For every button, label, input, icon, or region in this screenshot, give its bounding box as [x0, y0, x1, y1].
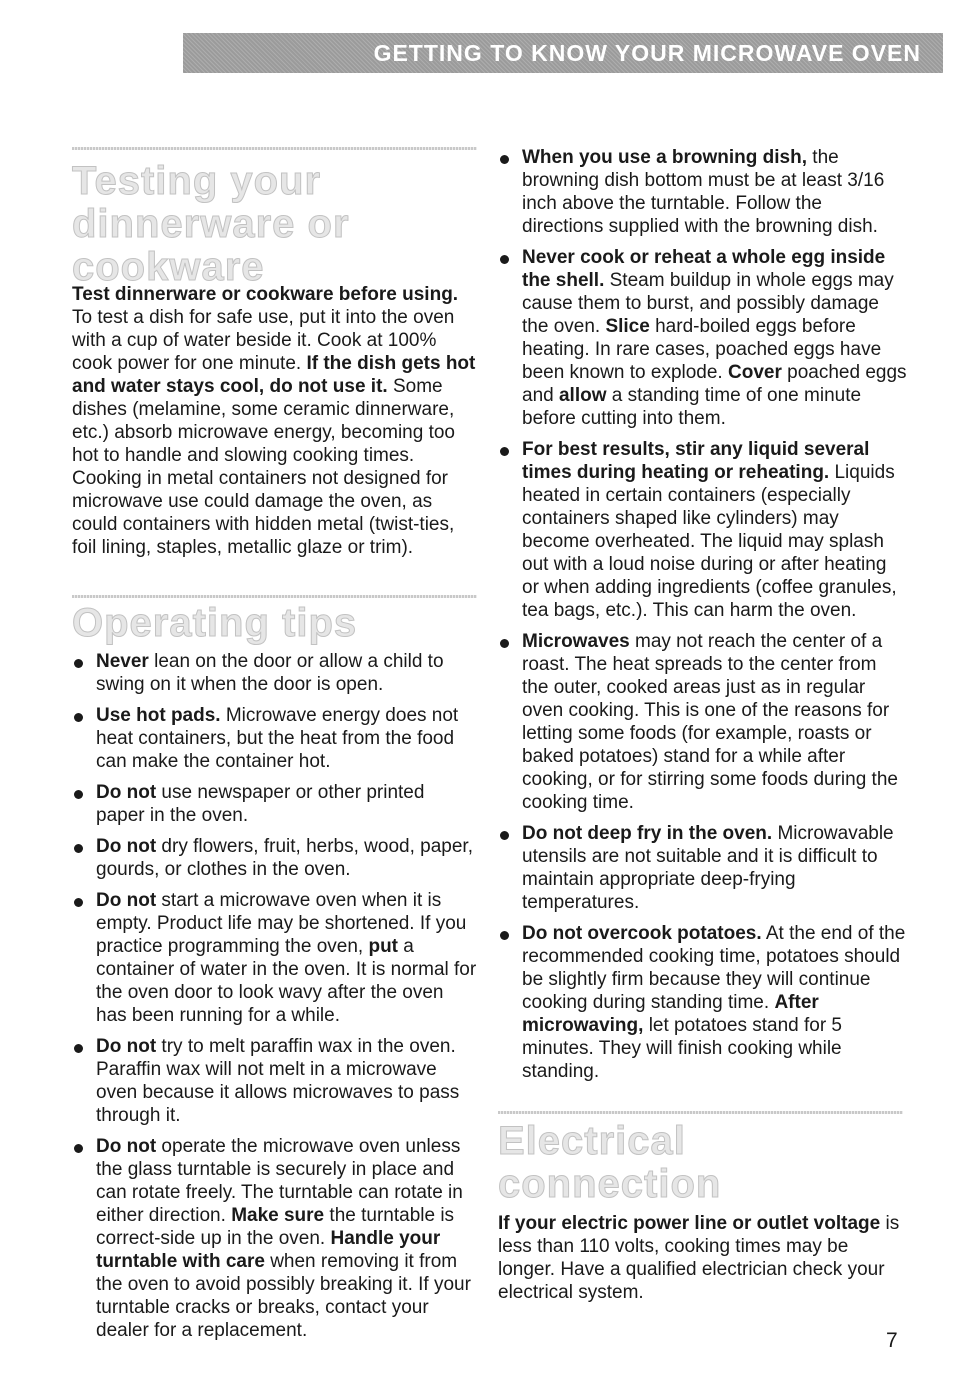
electrical-section — [498, 1120, 903, 1304]
testing-section — [72, 160, 477, 559]
list-item: Microwaves may not reach the center of a roast. The heat spreads to the center from the outer, cooked areas just as in regular oven cooking. This is one of the reasons for letting some foods (for example, roasts or baked potatoes) stand for a while after cooking, or for stirring some foods during the cooking time. — [498, 630, 908, 814]
testing-paragraph: Test dinnerware or cookware before using. To test a dish for safe use, put it into the oven with a cup of water beside it. Cook at 100% cook power for one minute. If the dish gets hot and water stays cool, do not use it. Some dishes (melamine, some ceramic dinnerware, etc.) absorb microwave energy, becoming too hot to handle and slowing cooking times. Cooking in metal containers not designed for microwave use could damage the oven, as could containers with hidden metal (twist-ties, foil lining, staples, metallic glaze or trim). — [72, 284, 476, 558]
operating-tips-continued — [498, 146, 908, 1091]
list-item: Do not use newspaper or other printed paper in the oven. — [72, 781, 477, 827]
section-divider — [72, 595, 477, 598]
list-item: Use hot pads. Microwave energy does not heat containers, but the heat from the food can make the container hot. — [72, 704, 477, 773]
section-divider — [72, 147, 477, 150]
list-item: For best results, stir any liquid several times during heating or reheating. Liquids heated in certain containers (especially containers shaped like cylinders) may become overheated. The liquid may splash out with a loud noise during or after heating or when adding ingredients (coffee granules, tea bags, etc.). This can harm the oven. — [498, 438, 908, 622]
operating-tips-list — [72, 650, 477, 1342]
operating-title: Operating tips — [72, 601, 358, 645]
operating-section — [72, 602, 477, 1350]
list-item: Do not overcook potatoes. At the end of the recommended cooking time, potatoes should be slightly firm because they will continue cooking during standing time. After microwaving, let potatoes stand for 5 minutes. They will finish cooking while standing. — [498, 922, 908, 1083]
section-banner — [183, 33, 943, 73]
list-item: Never cook or reheat a whole egg inside the shell. Steam buildup in whole eggs may cause them to burst, and possibly damage the oven. Slice hard-boiled eggs before heating. In rare cases, poached eggs have been known to explode. Cover poached eggs and allow a standing time of one minute before cutting into them. — [498, 246, 908, 430]
list-item: Do not deep fry in the oven. Microwavable utensils are not suitable and it is difficult to maintain appropriate deep-frying temperatures. — [498, 822, 908, 914]
list-item: Do not start a microwave oven when it is empty. Product life may be shortened. If you practice programming the oven, put a container of water in the oven. It is normal for the oven door to look wavy after the oven has been running for a while. — [72, 889, 477, 1027]
electrical-title: Electrical connection — [498, 1119, 722, 1206]
list-item: Never lean on the door or allow a child to swing on it when the door is open. — [72, 650, 477, 696]
page-number: 7 — [886, 1329, 898, 1352]
electrical-paragraph: If your electric power line or outlet voltage is less than 110 volts, cooking times may be longer. Have a qualified electrician check your electrical system. — [498, 1213, 900, 1303]
list-item: Do not dry flowers, fruit, herbs, wood, paper, gourds, or clothes in the oven. — [72, 835, 477, 881]
list-item: When you use a browning dish, the browning dish bottom must be at least 3/16 inch above the turntable. Follow the directions supplied with the browning dish. — [498, 146, 908, 238]
section-divider — [498, 1111, 903, 1114]
list-item: Do not try to melt paraffin wax in the oven. Paraffin wax will not melt in a microwave oven because it allows microwaves to pass through it. — [72, 1035, 477, 1127]
banner-title: GETTING TO KNOW YOUR MICROWAVE OVEN — [373, 39, 921, 66]
testing-title: Testing your dinnerware or cookware — [72, 159, 350, 289]
list-item: Do not operate the microwave oven unless the glass turntable is securely in place and can rotate freely. The turntable can rotate in either direction. Make sure the turntable is correct-side up in the oven. Handle your turntable with care when removing it from the oven to avoid possibly breaking it. If your turntable cracks or breaks, contact your dealer for a replacement. — [72, 1135, 477, 1342]
